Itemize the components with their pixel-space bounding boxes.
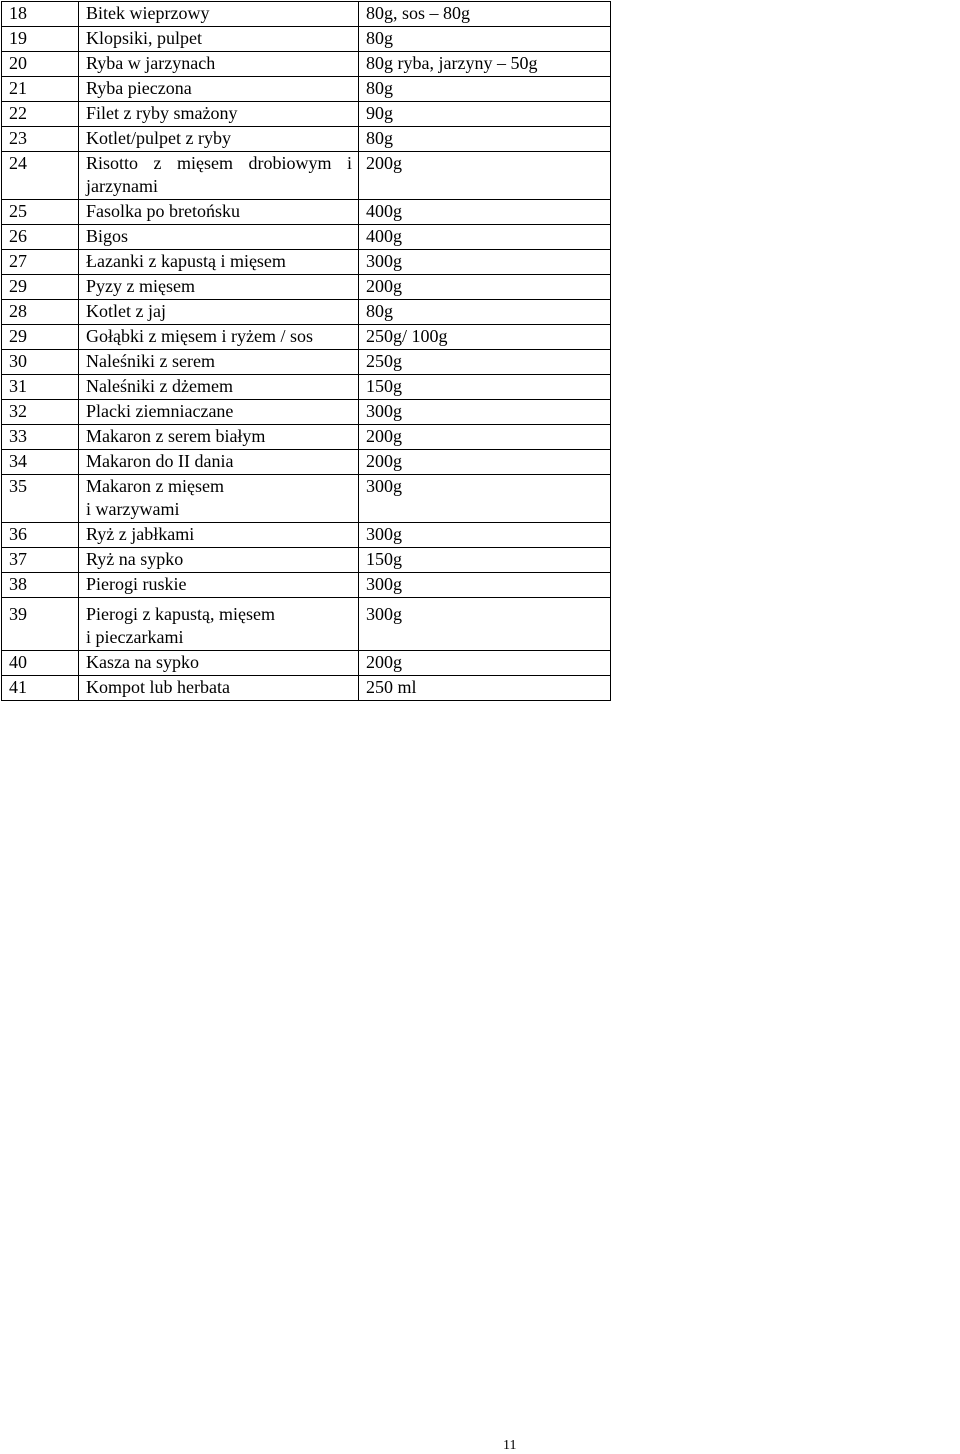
dish-name-cell: Filet z ryby smażony: [79, 102, 359, 127]
table-row: [2, 425, 611, 450]
table-row: [2, 225, 611, 250]
table-row: [2, 375, 611, 400]
portion-size-cell: 80g, sos – 80g: [359, 2, 611, 27]
dish-name-cell: Gołąbki z mięsem i ryżem / sos: [79, 325, 359, 350]
portion-size-cell: 80g: [359, 300, 611, 325]
item-number-cell: 38: [2, 573, 79, 598]
item-number-cell: 23: [2, 127, 79, 152]
portion-size-cell: 400g: [359, 225, 611, 250]
dish-name-cell: Klopsiki, pulpet: [79, 27, 359, 52]
dish-name-cell: Pierogi ruskie: [79, 573, 359, 598]
item-number-cell: 28: [2, 300, 79, 325]
table-row: [2, 325, 611, 350]
table-row: [2, 52, 611, 77]
dish-name-line1: Pierogi z kapustą, mięsem: [86, 604, 275, 624]
dish-name-cell: Kotlet z jaj: [79, 300, 359, 325]
table-row: [2, 275, 611, 300]
portion-size-cell: 150g: [359, 548, 611, 573]
table-row: [2, 548, 611, 573]
dish-name-cell: Ryż z jabłkami: [79, 523, 359, 548]
item-number-cell: 33: [2, 425, 79, 450]
table-row: [2, 2, 611, 27]
item-number-cell: 18: [2, 2, 79, 27]
item-number-cell: 29: [2, 275, 79, 300]
portion-size-cell: 150g: [359, 375, 611, 400]
dish-name-cell: [79, 475, 359, 523]
table-row: [2, 350, 611, 375]
dish-name-cell: Makaron do II dania: [79, 450, 359, 475]
dish-name-cell: [79, 598, 359, 651]
portion-size-cell: 300g: [359, 475, 611, 523]
portion-size-cell: 80g ryba, jarzyny – 50g: [359, 52, 611, 77]
dish-name-line1: Makaron z mięsem: [86, 476, 224, 496]
portion-size-cell: 200g: [359, 651, 611, 676]
table-row: [2, 598, 611, 651]
portion-size-cell: 80g: [359, 27, 611, 52]
item-number-cell: 26: [2, 225, 79, 250]
dish-name-cell: Łazanki z kapustą i mięsem: [79, 250, 359, 275]
item-number-cell: 20: [2, 52, 79, 77]
item-number-cell: 34: [2, 450, 79, 475]
dish-name-line1: Risotto z mięsem drobiowym i: [86, 153, 352, 173]
portion-size-cell: 300g: [359, 400, 611, 425]
page-number: 11: [503, 1438, 517, 1453]
table-row: [2, 102, 611, 127]
dish-name-cell: Placki ziemniaczane: [79, 400, 359, 425]
table-row: [2, 27, 611, 52]
table-row: [2, 400, 611, 425]
dish-name-cell: Ryż na sypko: [79, 548, 359, 573]
dish-name-cell: Kotlet/pulpet z ryby: [79, 127, 359, 152]
table-row: [2, 152, 611, 200]
portion-size-cell: 200g: [359, 152, 611, 200]
menu-portion-table: [1, 1, 611, 701]
dish-name-cell: Ryba pieczona: [79, 77, 359, 102]
dish-name-line2: i pieczarkami: [86, 627, 184, 647]
dish-name-line2: i warzywami: [86, 499, 180, 519]
item-number-cell: 22: [2, 102, 79, 127]
dish-name-cell: Makaron z serem białym: [79, 425, 359, 450]
dish-name-cell: Pyzy z mięsem: [79, 275, 359, 300]
portion-size-cell: 250g/ 100g: [359, 325, 611, 350]
table-row: [2, 77, 611, 102]
dish-name-cell: Kompot lub herbata: [79, 676, 359, 701]
item-number-cell: 29: [2, 325, 79, 350]
portion-size-cell: 250g: [359, 350, 611, 375]
portion-size-cell: 400g: [359, 200, 611, 225]
item-number-cell: 25: [2, 200, 79, 225]
item-number-cell: 19: [2, 27, 79, 52]
table-row: [2, 573, 611, 598]
dish-name-cell: Fasolka po bretońsku: [79, 200, 359, 225]
table-row: [2, 523, 611, 548]
item-number-cell: 40: [2, 651, 79, 676]
portion-size-cell: 200g: [359, 425, 611, 450]
table-row: [2, 651, 611, 676]
dish-name-cell: Naleśniki z dżemem: [79, 375, 359, 400]
dish-name-cell: Naleśniki z serem: [79, 350, 359, 375]
table-row: [2, 475, 611, 523]
portion-size-cell: 300g: [359, 523, 611, 548]
table-row: [2, 300, 611, 325]
portion-size-cell: 200g: [359, 450, 611, 475]
table-row: [2, 676, 611, 701]
menu-table-body: [2, 2, 611, 701]
item-number-cell: 32: [2, 400, 79, 425]
item-number-cell: 27: [2, 250, 79, 275]
portion-size-cell: 90g: [359, 102, 611, 127]
table-row: [2, 250, 611, 275]
item-number-cell: 36: [2, 523, 79, 548]
portion-size-cell: 200g: [359, 275, 611, 300]
portion-size-cell: 300g: [359, 598, 611, 651]
item-number-cell: 37: [2, 548, 79, 573]
portion-size-cell: 250 ml: [359, 676, 611, 701]
item-number-cell: 31: [2, 375, 79, 400]
item-number-cell: 39: [2, 598, 79, 651]
dish-name-cell: Bitek wieprzowy: [79, 2, 359, 27]
dish-name-cell: Kasza na sypko: [79, 651, 359, 676]
portion-size-cell: 80g: [359, 77, 611, 102]
dish-name-line2: jarzynami: [86, 176, 158, 196]
item-number-cell: 24: [2, 152, 79, 200]
dish-name-cell: Ryba w jarzynach: [79, 52, 359, 77]
table-row: [2, 200, 611, 225]
portion-size-cell: 300g: [359, 250, 611, 275]
item-number-cell: 41: [2, 676, 79, 701]
table-row: [2, 450, 611, 475]
dish-name-cell: [79, 152, 359, 200]
item-number-cell: 35: [2, 475, 79, 523]
table-row: [2, 127, 611, 152]
dish-name-cell: Bigos: [79, 225, 359, 250]
portion-size-cell: 300g: [359, 573, 611, 598]
portion-size-cell: 80g: [359, 127, 611, 152]
item-number-cell: 30: [2, 350, 79, 375]
item-number-cell: 21: [2, 77, 79, 102]
